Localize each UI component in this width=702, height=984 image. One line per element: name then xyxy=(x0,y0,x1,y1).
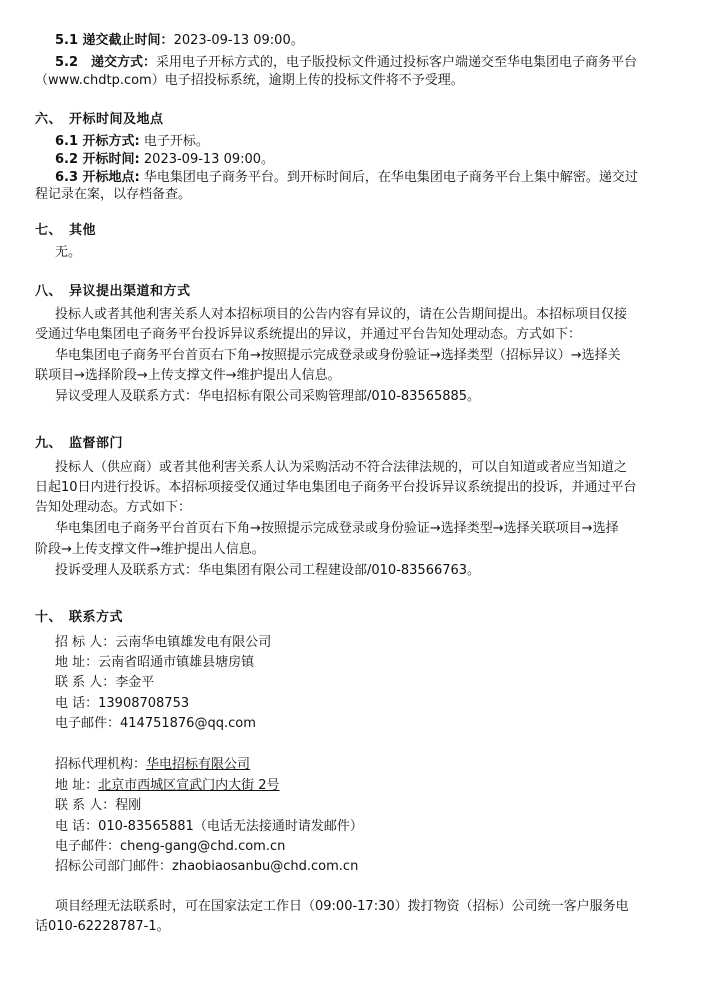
contact-label: 电 话： xyxy=(55,696,99,711)
s8-contact: 异议受理人及联系方式：华电招标有限公司采购管理部/010-83565885。 xyxy=(55,389,481,404)
contact-value: 13908708753 xyxy=(98,696,190,711)
s8-para: 华电集团电子商务平台首页右下角→按照提示完成登录或身份验证→选择类型（招标异议）→选择关 xyxy=(55,348,621,363)
s5-deadline-line xyxy=(55,31,304,51)
s6-mode-label: 6.1 开标方式: xyxy=(55,134,140,149)
contact-value: 云南省昭通市镇雄县塘房镇 xyxy=(98,655,255,670)
contact-person xyxy=(55,673,154,693)
agent-value: 北京市西城区宣武门内大街 2号 xyxy=(98,778,280,793)
contact-value: 云南华电镇雄发电有限公司 xyxy=(115,635,272,650)
contact-address xyxy=(55,653,254,673)
s6-mode-line xyxy=(55,132,209,152)
s5-method-value: 采用电子开标方式的，电子版投标文件通过投标客户端递交至华电集团电子商务平台 xyxy=(156,55,638,70)
s5-deadline-value: 2023-09-13 09:00。 xyxy=(173,33,304,48)
agent-dept-email xyxy=(55,857,358,877)
agent-value: 程刚 xyxy=(115,798,142,813)
footer-note: 项目经理无法联系时，可在国家法定工作日（09:00-17:30）拨打物资（招标）公司统一客户服务电 xyxy=(55,899,629,914)
footer-note-cont: 话010-62228787-1。 xyxy=(35,919,170,934)
agent-value: 华电招标有限公司 xyxy=(146,757,251,772)
s9-para: 阶段→上传支撑文件→维护提出人信息。 xyxy=(35,542,265,557)
s9-para: 投标人（供应商）或者其他利害关系人认为采购活动不符合法律法规的，可以自知道或者应当知道之 xyxy=(55,460,628,475)
section-heading: 七、 其他 xyxy=(35,223,97,238)
agent-address xyxy=(55,776,280,796)
contact-phone xyxy=(55,694,189,714)
agent-label: 地 址： xyxy=(55,778,99,793)
s8-para: 联项目→选择阶段→上传支撑文件→维护提出人信息。 xyxy=(35,368,341,383)
s6-mode-value: 电子开标。 xyxy=(139,134,209,149)
agent-value: cheng-gang@chd.com.cn xyxy=(120,839,286,854)
agent-org xyxy=(55,755,250,775)
contact-label: 联 系 人： xyxy=(55,675,116,690)
s9-para: 告知处理动态。方式如下： xyxy=(35,500,192,515)
contact-value: 414751876@qq.com xyxy=(120,716,256,731)
s6-place-value: 华电集团电子商务平台。到开标时间后，在华电集团电子商务平台上集中解密。递交过 xyxy=(139,170,638,185)
agent-label: 电子邮件： xyxy=(55,839,121,854)
s6-place-label: 6.3 开标地点: xyxy=(55,170,140,185)
s5-deadline-label: 5.1 递交截止时间： xyxy=(55,33,174,48)
agent-value: 010-83565881（电话无法接通时请发邮件） xyxy=(98,819,363,834)
s9-para: 华电集团电子商务平台首页右下角→按照提示完成登录或身份验证→选择类型→选择关联项目→选择 xyxy=(55,521,619,536)
s6-time-line xyxy=(55,150,274,170)
agent-label: 联 系 人： xyxy=(55,798,116,813)
agent-person xyxy=(55,796,141,816)
s8-para: 投标人或者其他利害关系人对本招标项目的公告内容有异议的，请在公告期间提出。本招标项目仅接 xyxy=(55,307,628,322)
agent-phone xyxy=(55,817,363,837)
s9-para: 日起10日内进行投诉。本招标项接受仅通过华电集团电子商务平台投诉异议系统提出的投诉，并通过平台 xyxy=(35,480,637,495)
s6-time-value: 2023-09-13 09:00。 xyxy=(139,152,275,167)
contact-label: 地 址： xyxy=(55,655,99,670)
section-heading: 八、 异议提出渠道和方式 xyxy=(35,284,191,299)
section-heading: 六、 开标时间及地点 xyxy=(35,112,164,127)
s5-method-line xyxy=(55,53,637,73)
contact-value: 李金平 xyxy=(115,675,155,690)
s5-method-label: 5.2 递交方式： xyxy=(55,55,157,70)
s7-text: 无。 xyxy=(55,245,82,260)
agent-label: 电 话： xyxy=(55,819,99,834)
section-heading: 九、 监督部门 xyxy=(35,436,124,451)
contact-label: 招 标 人： xyxy=(55,635,116,650)
s5-method-cont: （www.chdtp.com）电子招投标系统，逾期上传的投标文件将不予受理。 xyxy=(35,73,464,88)
contact-tenderer xyxy=(55,633,271,653)
contact-email xyxy=(55,714,256,734)
s9-contact: 投诉受理人及联系方式：华电集团有限公司工程建设部/010-83566763。 xyxy=(55,563,481,578)
agent-value: zhaobiaosanbu@chd.com.cn xyxy=(172,859,359,874)
contact-label: 电子邮件： xyxy=(55,716,121,731)
agent-label: 招标公司部门邮件： xyxy=(55,859,173,874)
s6-place-cont: 程记录在案，以存档备查。 xyxy=(35,187,192,202)
s8-para: 受通过华电集团电子商务平台投诉异议系统提出的异议，并通过平台告知处理动态。方式如下： xyxy=(35,327,582,342)
s6-time-label: 6.2 开标时间: xyxy=(55,152,140,167)
agent-email xyxy=(55,837,285,857)
section-heading: 十、 联系方式 xyxy=(35,610,124,625)
agent-label: 招标代理机构： xyxy=(55,757,147,772)
